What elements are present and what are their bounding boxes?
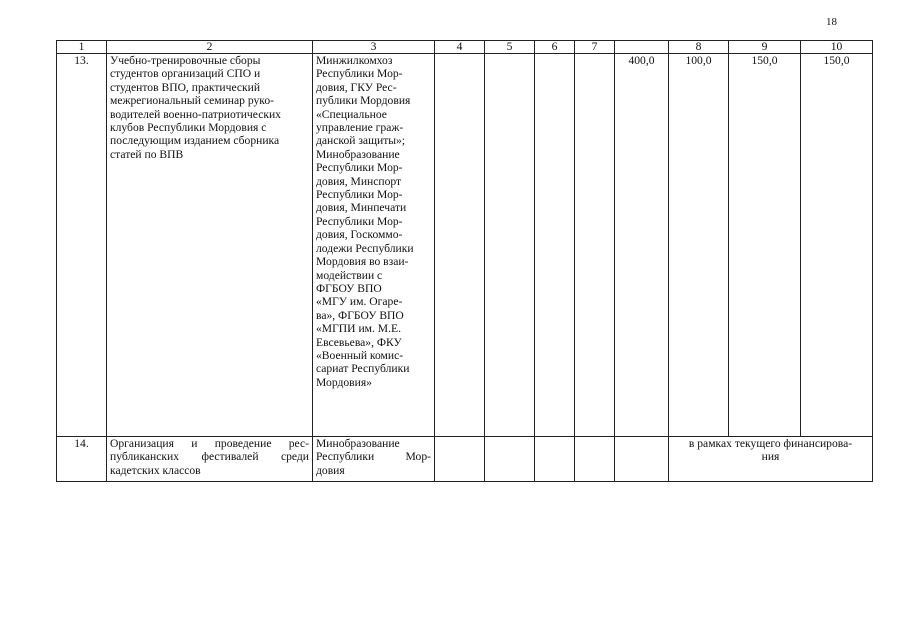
executor-line: Республики Мор- [316,161,403,175]
executor-line: ФГБОУ ВПО [316,281,382,295]
executor-line: Минобразование [316,437,400,450]
col-header-4: 4 [435,41,485,54]
executor-line: «МГУ им. Огаре- [316,295,403,309]
col4-cell [435,437,485,482]
executor-line: управление граж- [316,121,404,135]
event-cell [107,54,313,437]
program-table [56,40,873,482]
event-line: последующим изданием сборника [110,134,280,148]
col-header-8: 8 [669,41,729,54]
executor-line: лодежи Республики [316,241,414,255]
col4-cell [435,54,485,437]
executor-line: данской защиты»; [316,134,406,148]
col7-cell [575,54,615,437]
row-number: 13. [57,54,107,437]
col-header-2: 2 [107,41,313,54]
event-line: клубов Республики Мордовия с [110,121,267,135]
executor-line: ва», ФГБОУ ВПО [316,308,404,322]
col-header-5: 5 [485,41,535,54]
executor-line: Республики Мор- [316,214,403,228]
executor-cell [313,54,435,437]
col-header-1: 1 [57,41,107,54]
table-row [57,54,873,437]
col6-cell [535,437,575,482]
executor-cell [313,437,435,482]
col-header-6: 6 [535,41,575,54]
event-line: студентов ВПО, практический [110,80,261,94]
event-line: кадетских классов [110,463,201,477]
event-line: Учебно-тренировочные сборы [110,54,261,67]
executor-line: довия, ГКУ Рес- [316,80,397,94]
col-header-9: 9 [729,41,801,54]
event-line: студентов организаций СПО и [110,67,261,81]
col7-cell [575,437,615,482]
event-line: водителей военно-патриотических [110,107,281,121]
executor-line: Мордовия во взаи- [316,255,409,269]
event-line: межрегиональный семинар руко- [110,94,274,108]
col8-cell: 100,0 [669,54,729,437]
executor-line: сариат Республики [316,362,410,376]
col6-cell [535,54,575,437]
financing-note-cell [669,437,873,482]
executor-line: Республики Мор- [316,188,403,202]
row-number: 14. [57,437,107,482]
executor-line: довия [316,463,345,477]
event-line: Организация и проведение рес- [110,437,309,450]
executor-line: «МГПИ им. М.Е. [316,322,401,336]
executor-line: модействии с [316,268,383,282]
executor-line: «Специальное [316,107,387,121]
executor-line: «Военный комис- [316,348,404,362]
executor-line: публики Мордовия [316,94,411,108]
event-line: статей по ВПВ [110,147,184,161]
col5-cell [485,54,535,437]
table-row [57,437,873,482]
executor-line: Республики Мор- [316,450,431,464]
col10-cell: 150,0 [801,54,873,437]
event-line: публиканских фестивалей среди [110,450,309,464]
executor-line: Минжилкомхоз [316,54,393,67]
col-header-3: 3 [313,41,435,54]
event-cell [107,437,313,482]
col9-cell: 150,0 [729,54,801,437]
page-number: 18 [826,16,837,28]
col-header-total [615,41,669,54]
col5-cell [485,437,535,482]
executor-line: Мордовия» [316,375,372,389]
column-numbers-row [57,41,873,54]
col-header-10: 10 [801,41,873,54]
executor-line: довия, Минспорт [316,174,402,188]
executor-line: Евсевьева», ФКУ [316,335,402,349]
executor-line: довия, Госкоммо- [316,228,403,242]
financing-line: в рамках текущего финансирова- [688,437,853,450]
total-cell [615,437,669,482]
financing-line: ния [761,450,780,464]
col-header-7: 7 [575,41,615,54]
total-cell: 400,0 [615,54,669,437]
executor-line: довия, Минпечати [316,201,407,215]
executor-line: Минобразование [316,147,400,161]
executor-line: Республики Мор- [316,67,403,81]
